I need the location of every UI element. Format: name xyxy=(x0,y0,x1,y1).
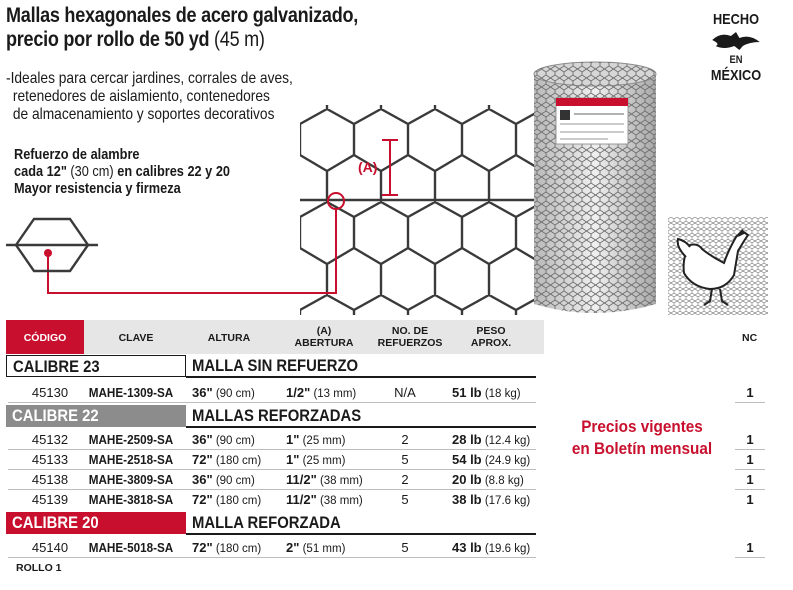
header-refuerzos-2: REFUERZOS xyxy=(377,337,443,349)
row-nc: 1 xyxy=(746,385,754,400)
bullet-line: retenedores de aislamiento, contenedores xyxy=(12,88,270,105)
calibre-22-label xyxy=(6,405,186,427)
nc-divider xyxy=(735,402,765,403)
row-refuerzos: 5 xyxy=(401,492,409,507)
nc-divider xyxy=(735,469,765,470)
table-row xyxy=(0,491,793,508)
row-nc: 1 xyxy=(746,432,754,447)
header-abertura-1: (A) xyxy=(316,325,332,337)
row-altura: 36" (90 cm) xyxy=(192,432,255,447)
title-line-1: Mallas hexagonales de acero galvanizado, xyxy=(6,4,359,27)
made-in-mexico-badge xyxy=(707,12,765,84)
row-codigo: 45132 xyxy=(31,432,69,447)
row-altura: 36" (90 cm) xyxy=(192,472,255,487)
row-nc: 1 xyxy=(746,540,754,555)
header-peso-1: PESO xyxy=(476,325,506,337)
header-refuerzos xyxy=(372,325,448,349)
row-altura: 72" (180 cm) xyxy=(192,492,262,507)
calibre-20-label xyxy=(6,512,186,534)
header-clave: CLAVE xyxy=(118,332,154,344)
callout-line xyxy=(48,209,336,293)
calibre-22-text: CALIBRE 22 xyxy=(12,407,99,425)
header-refuerzos-1: NO. DE xyxy=(391,325,429,337)
row-peso: 51 lb (18 kg) xyxy=(452,385,521,400)
page-title xyxy=(6,4,358,52)
price-note xyxy=(561,416,723,460)
section-title-20 xyxy=(192,512,357,534)
header-abertura xyxy=(286,325,362,349)
row-refuerzos: N/A xyxy=(394,385,416,400)
reinforcement-calibres: en calibres 22 y 20 xyxy=(117,164,231,180)
row-altura: 72" (180 cm) xyxy=(192,540,262,555)
bullet-line: de almacenamiento y soportes decorativos xyxy=(12,106,275,123)
row-clave: MAHE-1309-SA xyxy=(88,385,174,400)
row-refuerzos: 2 xyxy=(401,432,409,447)
header-codigo: CÓDIGO xyxy=(23,332,67,344)
rooster-image xyxy=(668,217,768,315)
mesh-diagram xyxy=(0,95,540,320)
header-nc: NC xyxy=(742,332,758,344)
section-name-20: MALLA REFORZADA xyxy=(192,514,341,532)
row-clave: MAHE-2509-SA xyxy=(88,432,174,447)
calibre-20-text: CALIBRE 20 xyxy=(12,514,99,532)
row-abertura: 11/2" (38 mm) xyxy=(286,492,363,507)
reinforcement-inches: cada 12" xyxy=(14,164,67,180)
row-codigo: 45130 xyxy=(31,385,69,400)
reinforcement-line-2 xyxy=(14,164,230,181)
section-name-23: MALLA SIN REFUERZO xyxy=(192,357,359,375)
table-row xyxy=(0,539,793,556)
eagle-icon xyxy=(711,30,762,52)
header-altura: ALTURA xyxy=(207,332,251,344)
row-codigo: 45139 xyxy=(31,492,69,507)
reinforcement-line-1: Refuerzo de alambre xyxy=(14,147,140,163)
reinforcement-note xyxy=(14,147,230,198)
row-peso: 43 lb (19.6 kg) xyxy=(452,540,531,555)
row-divider xyxy=(8,557,536,558)
calibre-23-label xyxy=(6,355,186,377)
footer-rollo: ROLLO 1 xyxy=(16,562,62,574)
row-clave: MAHE-3809-SA xyxy=(88,472,174,487)
bullet-line: -Ideales para cercar jardines, corrales de aves, xyxy=(6,70,293,87)
row-peso: 20 lb (8.8 kg) xyxy=(452,472,524,487)
row-nc: 1 xyxy=(746,492,754,507)
title-line-2 xyxy=(6,28,358,52)
row-codigo: 45138 xyxy=(31,472,69,487)
row-abertura: 1" (25 mm) xyxy=(286,432,346,447)
row-abertura: 11/2" (38 mm) xyxy=(286,472,363,487)
section-name-22: MALLAS REFORZADAS xyxy=(192,407,362,425)
row-clave: MAHE-5018-SA xyxy=(88,540,174,555)
badge-en: EN xyxy=(729,54,743,66)
nc-divider xyxy=(735,489,765,490)
row-refuerzos: 2 xyxy=(401,472,409,487)
row-codigo: 45140 xyxy=(31,540,69,555)
badge-mexico: MÉXICO xyxy=(710,67,762,84)
row-altura: 36" (90 cm) xyxy=(192,385,255,400)
table-row xyxy=(0,471,793,488)
row-peso: 38 lb (17.6 kg) xyxy=(452,492,531,507)
header-abertura-2: ABERTURA xyxy=(294,337,354,349)
title-bold: precio por rollo de 50 yd xyxy=(6,28,210,51)
row-altura: 72" (180 cm) xyxy=(192,452,262,467)
row-divider xyxy=(8,402,536,403)
reinforcement-cm: (30 cm) xyxy=(66,164,118,180)
row-abertura: 1/2" (13 mm) xyxy=(286,385,357,400)
price-note-line-2: en Boletín mensual xyxy=(571,439,713,458)
row-nc: 1 xyxy=(746,472,754,487)
title-light: (45 m) xyxy=(209,28,265,51)
row-abertura: 2" (51 mm) xyxy=(286,540,346,555)
row-clave: MAHE-2518-SA xyxy=(88,452,174,467)
dimension-label: (A) xyxy=(358,159,378,175)
nc-divider xyxy=(735,557,765,558)
mesh-roll-image xyxy=(528,60,663,318)
section-title-22 xyxy=(192,405,380,427)
reinforcement-line-3: Mayor resistencia y firmeza xyxy=(14,181,181,197)
nc-divider xyxy=(735,449,765,450)
row-divider xyxy=(8,469,536,470)
callout-dot xyxy=(44,249,52,257)
row-clave: MAHE-3818-SA xyxy=(88,492,174,507)
header-peso-2: APROX. xyxy=(470,337,512,349)
row-refuerzos: 5 xyxy=(401,452,409,467)
badge-hecho: HECHO xyxy=(712,11,760,28)
row-divider xyxy=(8,449,536,450)
table-row xyxy=(0,384,793,401)
section-title-23 xyxy=(192,355,377,377)
row-codigo: 45133 xyxy=(31,452,69,467)
row-nc: 1 xyxy=(746,452,754,467)
row-peso: 28 lb (12.4 kg) xyxy=(452,432,531,447)
row-abertura: 1" (25 mm) xyxy=(286,452,346,467)
row-divider xyxy=(8,489,536,490)
rooster-icon xyxy=(668,217,768,315)
row-refuerzos: 5 xyxy=(401,540,409,555)
header-peso xyxy=(456,325,526,349)
calibre-23-text: CALIBRE 23 xyxy=(13,358,100,376)
price-note-line-1: Precios vigentes xyxy=(581,417,703,436)
row-peso: 54 lb (24.9 kg) xyxy=(452,452,531,467)
